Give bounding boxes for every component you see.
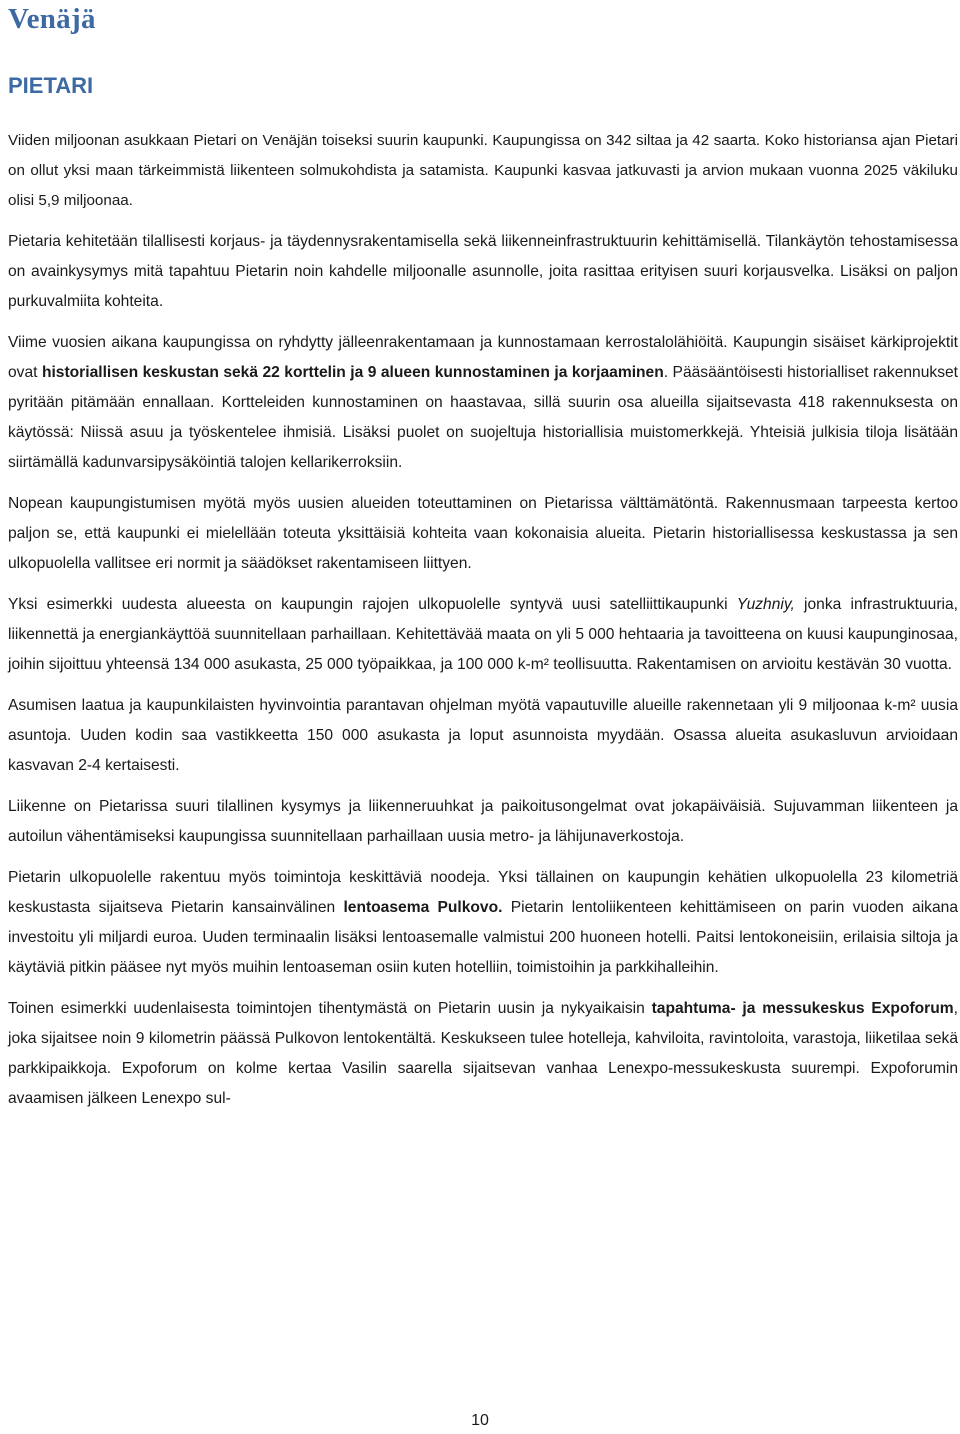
section-heading: PIETARI (8, 73, 94, 98)
bold-text: historiallisen keskustan sekä 22 korttelin ja 9 alueen kunnostaminen ja korjaaminen (41, 364, 664, 381)
bold-text: lentoasema Pulkovo. (343, 899, 503, 916)
paragraph-intro: Viiden miljoonan asukkaan Pietari on Venäjän toiseksi suurin kaupunki. Kaupungissa on 342 siltaa ja 42 saarta. Koko historiansa ajan Pietari on ollut yksi maan tärkeimmistä liikenteen solmukohdista ja satamista. Kaupunki kasvaa jatkuvasti ja arvion mukaan vuonna 2025 väkiluku olisi 5,9 miljoonaa. (8, 132, 958, 209)
bold-text: tapahtuma- ja messukeskus Expoforum (651, 1000, 954, 1017)
paragraph-urbanization: Nopean kaupungistumisen myötä myös uusien alueiden toteuttaminen on Pietarissa välttämätöntä. Rakennusmaan tarpeesta kertoo paljon se, että kaupunki ei mielellään toteuta yksittäisiä kohteita vaan kokonaisia alueita. Pietarin historiallisessa keskustassa ja sen ulkopuolella vallitsee eri normit ja säädökset rakentamiseen liittyen. (8, 495, 958, 572)
paragraph-housing: Asumisen laatua ja kaupunkilaisten hyvinvointia parantavan ohjelman myötä vapautuville alueille rakennetaan yli 9 miljoonaa k-m² uusia asuntoja. Uuden kodin saa vastikkeetta 150 000 asukasta ja loput asunnoista myydään. Osassa alueita asukasluvun arvioidaan kasvavan 2-4 kertaisesti. (8, 697, 958, 774)
paragraph-development: Pietaria kehitetään tilallisesti korjaus- ja täydennysrakentamisella sekä liikenneinfrastruktuurin kehittämisellä. Tilankäytön tehostamisessa on avainkysymys mitä tapahtuu Pietarin noin kahdelle miljoonalle asunnolle, joita rasittaa erityisen suuri korjausvelka. Lisäksi on paljon purkuvalmiita kohteita. (8, 233, 958, 310)
paragraph-traffic: Liikenne on Pietarissa suuri tilallinen kysymys ja liikenneruuhkat ja paikoitusongelmat ovat jokapäiväisiä. Sujuvamman liikenteen ja autoilun vähentämiseksi kaupungissa suunnitellaan parhaillaan uusia metro- ja lähijunaverkostoja. (8, 798, 958, 845)
page-heading: Venäjä (8, 3, 96, 35)
paragraph-yuzhniy (8, 590, 958, 680)
paragraph-reconstruction (8, 328, 958, 478)
text-span: . Pääsääntöisesti historialliset rakennukset pyritään pitämään ennallaan. Kortteleiden kunnostaminen on haastavaa, sillä suurin osa alueilla sijaitsevasta 418 rakennuksesta on käytössä: Niissä asuu ja työskentelee ihmisiä. Lisäksi puolet on suojeltuja historiallisia muistomerkkejä. Yhteisiä julkisia tiloja lisätään siirtämällä kadunvarsipysäköintiä talojen kellarikerroksiin. (8, 364, 958, 471)
text-span: Pietarin lentoliikenteen kehittämiseen on parin vuoden aikana investoitu yli miljardi euroa. Uuden terminaalin lisäksi lentoasemalle valmistui 200 huoneen hotelli. Paitsi lentokoneisiin, erilaisia siltoja ja käytäviä pitkin pääsee nyt myös muihin lentoaseman osiin kuten hotelliin, toimistoihin ja parkkihalleihin. (8, 899, 958, 976)
text-span: Viime vuosien aikana kaupungissa on ryhdytty jälleenrakentamaan ja kunnostamaan kerrostalolähiöitä. Kaupungin sisäiset kärkiprojektit ovat (8, 334, 958, 381)
text-span: Pietarin ulkopuolelle rakentuu myös toimintoja keskittäviä noodeja. Yksi tällainen on kaupungin kehätien ulkopuolella 23 kilometriä keskustasta sijaitseva Pietarin kansainvälinen (8, 869, 958, 916)
text-span: , joka sijaitsee noin 9 kilometrin päässä Pulkovon lentokentältä. Keskukseen tulee hotelleja, kahviloita, ravintoloita, varastoja, liiketilaa sekä parkkipaikkoja. Expoforum on kolme kertaa Vasilin saarella sijaitsevan vanhaa Lenexpo-messukeskusta suurempi. Expoforumin avaamisen jälkeen Lenexpo sul- (8, 1000, 958, 1107)
page-number: 10 (471, 1412, 489, 1429)
document-body (8, 126, 958, 1125)
italic-text: Yuzhniy, (736, 596, 795, 613)
text-span: Yksi esimerkki uudesta alueesta on kaupungin rajojen ulkopuolelle syntyvä uusi satelliittikaupunki (8, 596, 737, 613)
text-span: jonka infrastruktuuria, liikennettä ja energiankäyttöä suunnitellaan parhaillaan. Kehitettävää maata on yli 5 000 hehtaaria ja tavoitteena on kuusi kaupunginosaa, joihin sijoittuu yhteensä 134 000 asukasta, 25 000 työpaikkaa, ja 100 000 k-m² teollisuutta. Rakentamisen on arvioitu kestävän 30 vuotta. (8, 596, 958, 673)
paragraph-pulkovo (8, 863, 958, 983)
text-span: Toinen esimerkki uudenlaisesta toimintojen tihentymästä on Pietarin uusin ja nykyaikaisin (8, 1000, 652, 1017)
paragraph-expoforum (8, 994, 958, 1114)
